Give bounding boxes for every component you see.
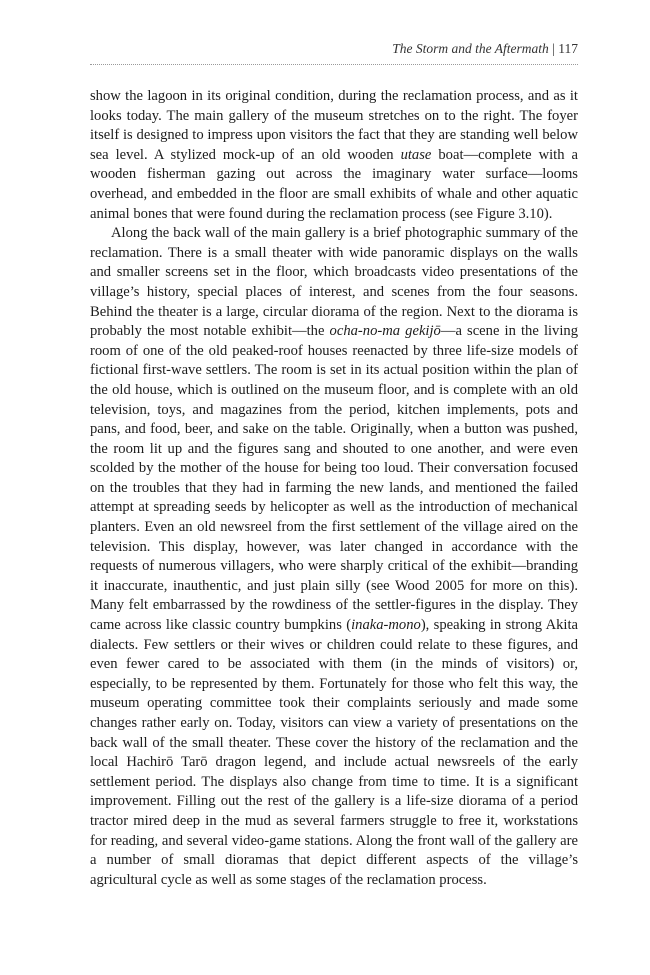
- header-separator: |: [548, 41, 559, 56]
- p2-italic-term-1: ocha-no-ma gekijō: [329, 323, 441, 340]
- header-rule: [90, 64, 578, 65]
- page-number: 117: [558, 41, 578, 56]
- p1-text-2: boat—complete with a wooden fisherman gazing out across the imaginary water surface—looms overhead, and embedded in the floor are small exhibits of whale and other aquatic animal bones that were found during the reclamation process (see Figure 3.10).: [90, 146, 578, 222]
- p2-text-2: —a scene in the living room of one of the old peaked-roof houses reenacted by three life-size models of fictional first-wave settlers. The room is set in its actual position within the plan of the old house, which is outlined on the museum floor, and is complete with an old television, toys, and magazines from the period, kitchen implements, pots and pans, and food, beer, and sake on the table. Originally, when a button was pushed, the room lit up and the figures sang and shouted to one another, and were even scolded by the mother of the house for being too loud. Their conversation focused on the troubles that they had in farming the new lands, and mentioned the failed attempt at spreading seeds by helicopter as well as the introduction of mechanical planters. Even an old newsreel from the first settlement of the village aired on the television. This display, however, was later changed in accordance with the requests of numerous villagers, who were sharply critical of the exhibit—branding it inaccurate, inauthentic, and just plain silly (see Wood 2005 for more on this). Many felt embarrassed by the rowdiness of the settler-figures in the display. They came across like classic country bumpkins (: [90, 323, 578, 634]
- body-text: [90, 87, 578, 890]
- running-header: [90, 40, 578, 58]
- p1-italic-term: utase: [400, 146, 432, 163]
- paragraph-1: [90, 87, 578, 224]
- p2-text-3: ), speaking in strong Akita dialects. Few settlers or their wives or children could relate to these figures, and even fewer cared to be associated with them (in the minds of visitors) or, especially, to be represented by them. Fortunately for those who felt this way, the museum operating committee took their complaints seriously and made some changes rather early on. Today, visitors can view a variety of presentations on the back wall of the small theater. These cover the history of the reclamation and the local Hachirō Tarō dragon legend, and include actual newsreels of the early settlement period. The displays also change from time to time. It is a significant improvement. Filling out the rest of the gallery is a life-size diorama of a period tractor mired deep in the mud as several farmers struggle to free it, workstations for reading, and several video-game stations. Along the front wall of the gallery are a number of small dioramas that depict different aspects of the village’s agricultural cycle as well as some stages of the reclamation process.: [90, 617, 579, 888]
- chapter-title: The Storm and the Aftermath: [392, 41, 549, 56]
- p2-italic-term-2: inaka-mono: [351, 617, 421, 634]
- p1-text-1: show the lagoon in its original condition, during the reclamation process, and as it looks today. The main gallery of the museum stretches on to the right. The foyer itself is designed to impress upon visitors the fact that they are standing well below sea level. A stylized mock-up of an old wooden: [90, 88, 578, 163]
- paragraph-2: [90, 224, 578, 890]
- p2-text-1: Along the back wall of the main gallery is a brief photographic summary of the reclamation. There is a small theater with wide panoramic displays on the walls and smaller screens set in the floor, which broadcasts video presentations of the village’s history, special places of interest, and scenes from the four seasons. Behind the theater is a large, circular diorama of the region. Next to the diorama is probably the most notable exhibit—the: [90, 225, 578, 340]
